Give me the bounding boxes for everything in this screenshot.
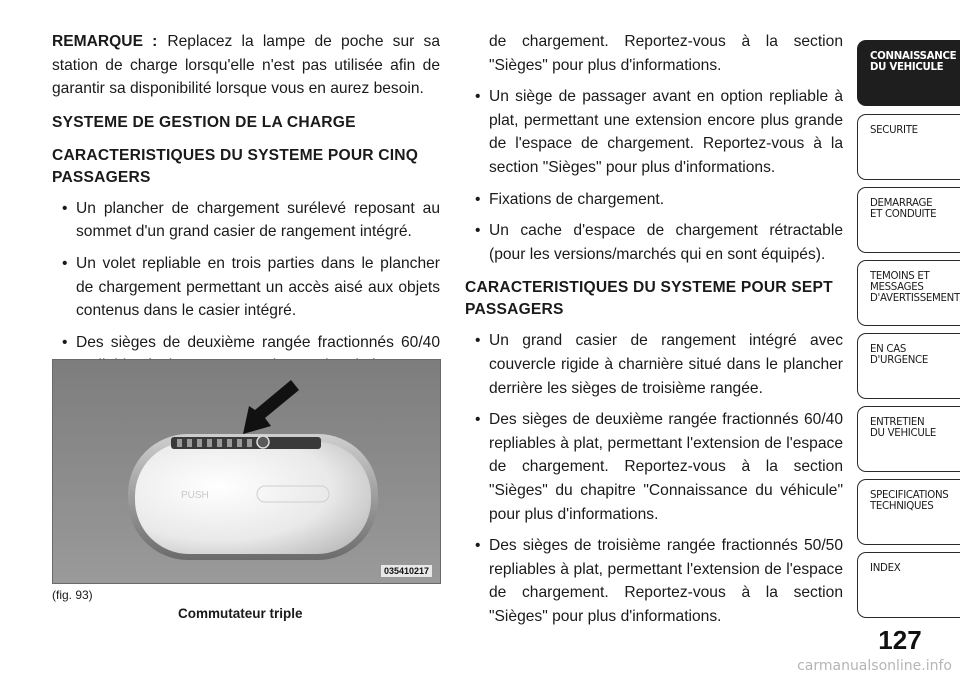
list-item: • Un volet repliable en trois parties dans le plancher de chargement permettant un accès aisé aux objets contenus dans le casier intégré. <box>52 252 440 323</box>
remarque-label: REMARQUE : <box>52 33 158 50</box>
five-passenger-list <box>52 197 440 378</box>
chapter-tab-sidebar <box>857 0 960 678</box>
tab-temoins-messages[interactable]: TEMOINS ET MESSAGES D'AVERTISSEMENT <box>857 260 960 326</box>
tab-connaissance-vehicule[interactable]: CONNAISSANCE DU VEHICULE <box>857 40 960 106</box>
continued-paragraph: de chargement. Reportez-vous à la section "Sièges" pour plus d'informations. <box>489 33 843 74</box>
page-number: 127 <box>878 625 922 655</box>
figure-triple-switch <box>52 359 441 584</box>
triple-switch-illustration <box>53 360 440 583</box>
figure-number: (fig. 93) <box>52 588 93 602</box>
remarque-text: Replacez la lampe de poche sur sa station de charge lorsqu'elle n'est pas utilisée afin de garantir sa disponibilité lorsque vous en aurez besoin. <box>52 33 440 98</box>
tab-specifications-techniques[interactable]: SPECIFICATIONS TECHNIQUES <box>857 479 960 545</box>
watermark: carmanualsonline.info <box>797 658 952 674</box>
list-item: • Un grand casier de rangement intégré avec couvercle rigide à charnière situé dans le plancher derrière les sièges de troisième rangée. <box>465 329 843 400</box>
list-item: • Des sièges de troisième rangée fractionnés 50/50 repliables à plat, permettant l'extension de l'espace de chargement. Reportez-vous à la section "Sièges" pour plus d'informations. <box>465 534 843 628</box>
heading-load-management: SYSTEME DE GESTION DE LA CHARGE <box>52 113 356 131</box>
figure-caption: Commutateur triple <box>178 606 303 621</box>
tab-demarrage-conduite[interactable]: DEMARRAGE ET CONDUITE <box>857 187 960 253</box>
list-item: • Un plancher de chargement surélevé reposant au sommet d'un grand casier de rangement intégré. <box>52 197 440 244</box>
heading-five-passengers: CARACTERISTIQUES DU SYSTEME POUR CINQ PASSAGERS <box>52 146 419 186</box>
tab-entretien-vehicule[interactable]: ENTRETIEN DU VEHICULE <box>857 406 960 472</box>
seven-passenger-list <box>465 329 843 628</box>
tab-en-cas-urgence[interactable]: EN CAS D'URGENCE <box>857 333 960 399</box>
list-item: • Des sièges de deuxième rangée fractionnés 60/40 <box>52 331 440 378</box>
list-item: • Un siège de passager avant en option repliable à plat, permettant une extension encore plus grande de l'espace de chargement. Reportez-vous à la section "Sièges" pour plus d'informations. <box>465 85 843 179</box>
right-column <box>465 30 843 636</box>
tab-index[interactable]: INDEX <box>857 552 960 618</box>
list-item: • Un cache d'espace de chargement rétractable (pour les versions/marchés qui en sont équipés). <box>465 219 843 266</box>
figure-code: 035410217 <box>381 565 432 577</box>
remarque-note <box>52 30 440 101</box>
heading-seven-passengers: CARACTERISTIQUES DU SYSTEME POUR SEPT PASSAGERS <box>465 279 833 319</box>
left-column <box>52 30 440 386</box>
tab-securite[interactable]: SECURITE <box>857 114 960 180</box>
list-item: • Des sièges de deuxième rangée fractionnés 60/40 repliables à plat, permettant l'extension de l'espace de chargement. Reportez-vous à la section "Sièges" du chapitre "Connaissance du véhicule" pour plus d'informations. <box>465 408 843 526</box>
list-item: • Fixations de chargement. <box>465 188 843 212</box>
push-label: PUSH <box>181 490 209 501</box>
five-passenger-list-continued <box>465 85 843 266</box>
